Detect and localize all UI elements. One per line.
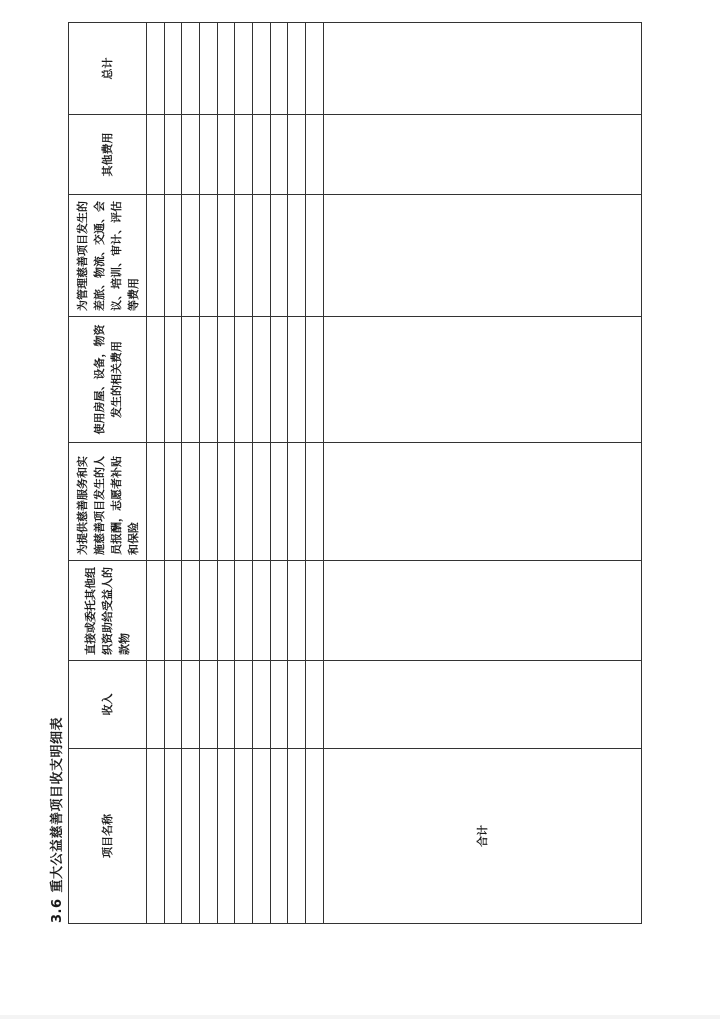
table-cell (323, 561, 641, 661)
table-cell (270, 749, 288, 924)
table-cell (253, 443, 271, 561)
table-cell (288, 661, 306, 749)
header-income: 收入 (69, 661, 147, 749)
table-cell (235, 317, 253, 443)
table-cell (164, 661, 182, 749)
table-cell (235, 23, 253, 115)
header-total: 总计 (69, 23, 147, 115)
header-project-name: 项目名称 (69, 749, 147, 924)
table-cell (306, 443, 324, 561)
table-cell (147, 195, 165, 317)
table-cell (323, 115, 641, 195)
table-cell (270, 661, 288, 749)
header-direct-grants: 直接或委托其他组织资助给受益人的款物 (69, 561, 147, 661)
section-number: 3.6 (50, 898, 65, 923)
table-cell (182, 443, 200, 561)
table-cell (217, 195, 235, 317)
table-cell (200, 661, 218, 749)
table-cell (306, 195, 324, 317)
table-cell (306, 661, 324, 749)
table-cell (323, 443, 641, 561)
table-cell (270, 317, 288, 443)
table-cell (253, 661, 271, 749)
table-cell (147, 115, 165, 195)
table-cell (182, 317, 200, 443)
table-cell (323, 23, 641, 115)
table-cell (200, 195, 218, 317)
table-cell (147, 23, 165, 115)
header-management: 为管理慈善项目发生的差旅、物流、交通、会议、培训、审计、评估等费用 (69, 195, 147, 317)
table-cell (306, 561, 324, 661)
table-cell (217, 317, 235, 443)
table-cell (164, 115, 182, 195)
table-cell (164, 749, 182, 924)
table-cell (235, 561, 253, 661)
table-cell (323, 195, 641, 317)
table-row (270, 23, 288, 924)
table-cell (235, 749, 253, 924)
table-cell (200, 561, 218, 661)
table-cell (182, 115, 200, 195)
table-cell (288, 749, 306, 924)
total-row (323, 23, 641, 924)
table-cell (288, 561, 306, 661)
table-cell (147, 749, 165, 924)
table-cell (253, 115, 271, 195)
header-row (69, 23, 147, 924)
table-row (253, 23, 271, 924)
table-cell (306, 317, 324, 443)
table-cell (288, 317, 306, 443)
table-cell (253, 195, 271, 317)
table-cell (217, 115, 235, 195)
table-cell (217, 443, 235, 561)
table-cell (323, 317, 641, 443)
table-cell (200, 443, 218, 561)
table-cell (147, 561, 165, 661)
table-cell (182, 661, 200, 749)
table-cell (182, 561, 200, 661)
table-cell (288, 195, 306, 317)
table-cell (288, 443, 306, 561)
expense-table (68, 22, 642, 924)
table-cell (253, 23, 271, 115)
table-cell (200, 115, 218, 195)
table-cell (270, 195, 288, 317)
table-cell (253, 749, 271, 924)
title-text: 重大公益慈善项目收支明细表 (50, 716, 65, 893)
table-cell (164, 23, 182, 115)
table-cell (306, 23, 324, 115)
header-facilities: 使用房屋、设备，物资发生的相关费用 (69, 317, 147, 443)
table-cell (288, 23, 306, 115)
table-cell (164, 561, 182, 661)
table-cell (235, 195, 253, 317)
table-cell (182, 195, 200, 317)
table-cell (147, 661, 165, 749)
table-cell (235, 115, 253, 195)
table-cell (164, 195, 182, 317)
table-cell (200, 23, 218, 115)
page-bottom-edge (0, 1015, 720, 1019)
table-cell (288, 115, 306, 195)
table-cell (235, 443, 253, 561)
table-cell (217, 561, 235, 661)
total-label: 合计 (323, 749, 641, 924)
table-cell (164, 317, 182, 443)
table-cell (182, 23, 200, 115)
table-cell (235, 661, 253, 749)
table-cell (147, 443, 165, 561)
table-row (235, 23, 253, 924)
table-row (288, 23, 306, 924)
table-cell (147, 317, 165, 443)
table-row (182, 23, 200, 924)
table-cell (253, 561, 271, 661)
table-row (217, 23, 235, 924)
table-cell (217, 749, 235, 924)
table-cell (270, 23, 288, 115)
table-row (164, 23, 182, 924)
table-cell (323, 661, 641, 749)
table-row (306, 23, 324, 924)
header-other: 其他费用 (69, 115, 147, 195)
table-row (147, 23, 165, 924)
table-cell (164, 443, 182, 561)
page-title (46, 717, 65, 923)
header-personnel: 为提供慈善服务和实施慈善项目发生的人员报酬，志愿者补贴和保险 (69, 443, 147, 561)
table-cell (270, 115, 288, 195)
table-row (200, 23, 218, 924)
table-cell (270, 561, 288, 661)
table-cell (270, 443, 288, 561)
table-cell (253, 317, 271, 443)
table-cell (200, 749, 218, 924)
table-cell (306, 749, 324, 924)
table-cell (182, 749, 200, 924)
table-cell (200, 317, 218, 443)
table-cell (217, 661, 235, 749)
table-cell (217, 23, 235, 115)
table-cell (306, 115, 324, 195)
